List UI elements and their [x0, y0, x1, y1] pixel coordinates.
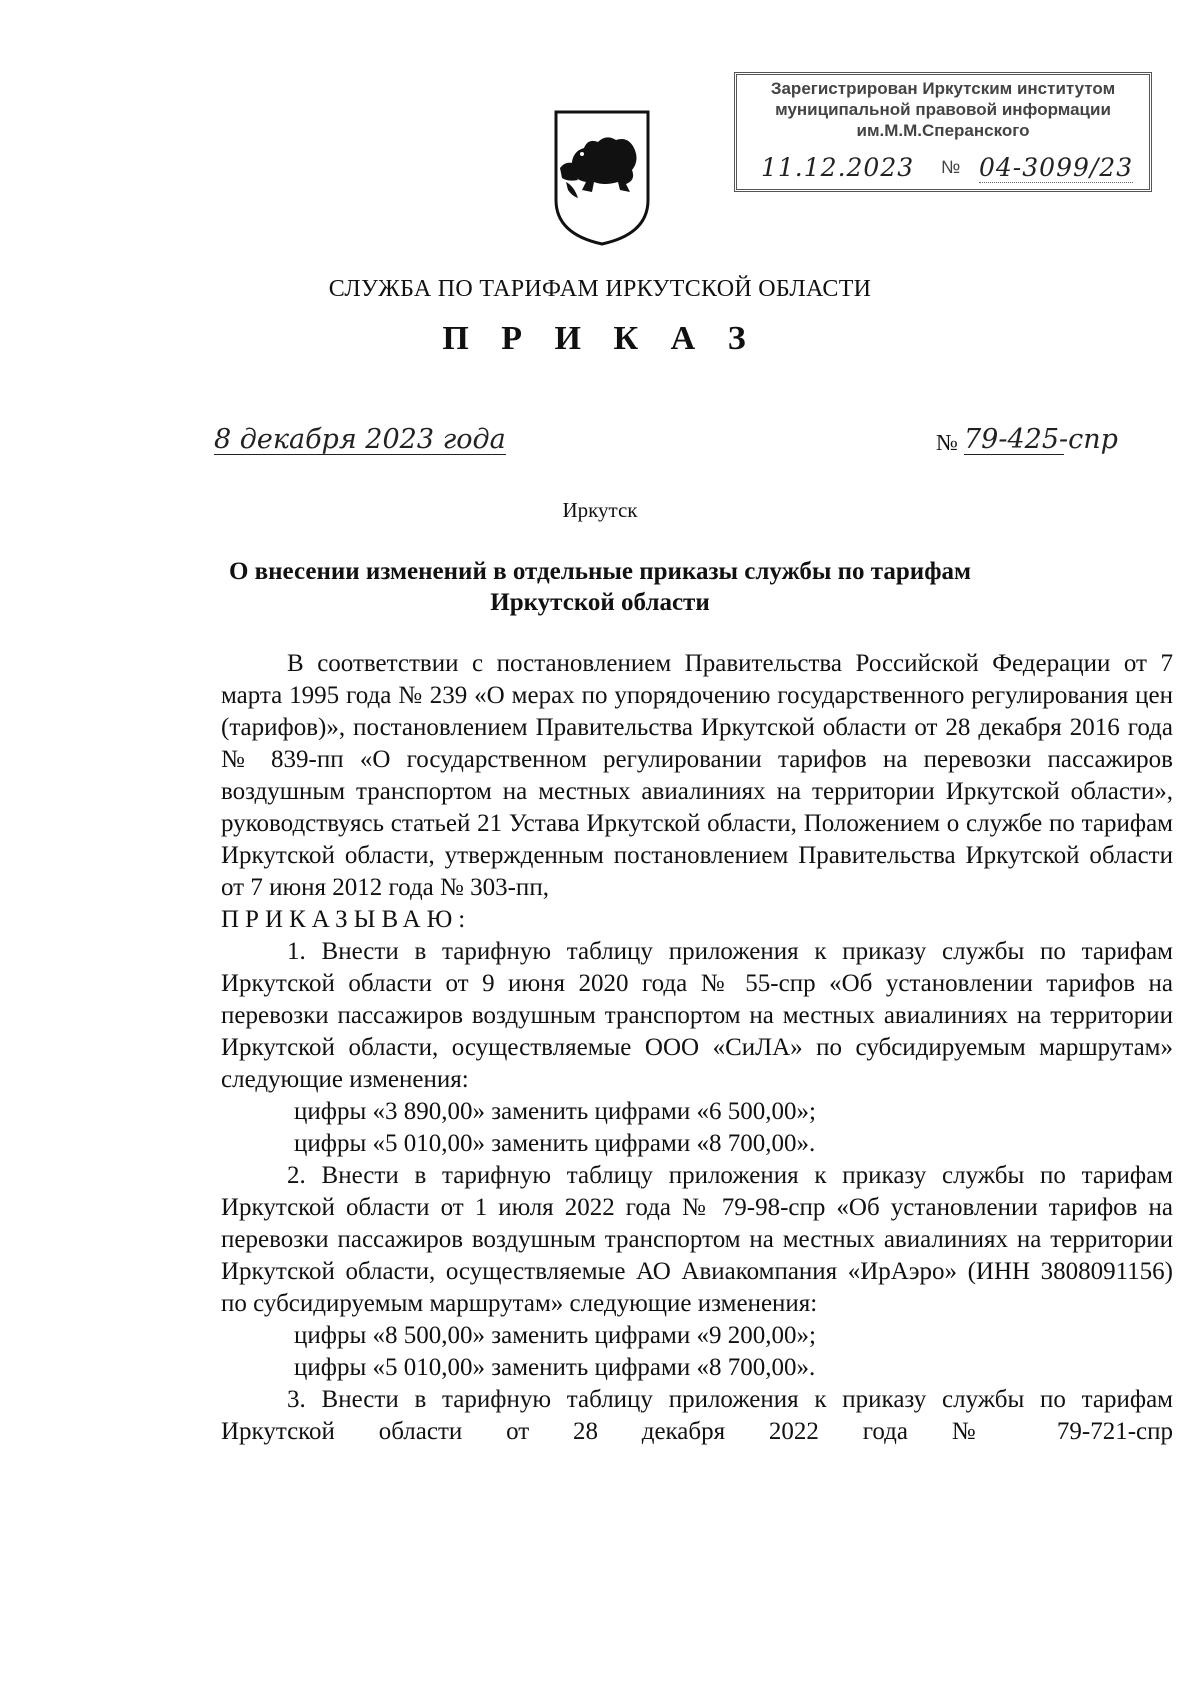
agency-name: СЛУЖБА ПО ТАРИФАМ ИРКУТСКОЙ ОБЛАСТИ — [328, 276, 872, 302]
preamble-paragraph: В соответствии с постановлением Правительства Российской Федерации от 7 марта 1995 года № 239 «О мерах по упорядочению государственного регулирования цен (тарифов)», постановлением Правительства Иркутской области от 28 декабря 2016 года № 839-пп «О государственном регулировании тарифов на перевозки пассажиров воздушным транспортом на местных авиалиниях на территории Иркутской области», руководствуясь статьей 21 Устава Иркутской области, Положением о службе по тарифам Иркутской области, утвержденным постановлением Правительства Иркутской области от 7 июня 2012 года № 303-пп, — [221, 650, 1173, 901]
title-line-2: Иркутской области — [490, 589, 710, 616]
item-1-change-1: цифры «3 890,00» заменить цифрами «6 500,00»; — [294, 1098, 816, 1125]
order-word: ПРИКАЗЫВАЮ: — [221, 906, 472, 933]
stamp-line-1: Зарегистрирован Иркутским институтом — [770, 79, 1116, 98]
item-2-change-1: цифры «8 500,00» заменить цифрами «9 200,00»; — [294, 1322, 816, 1349]
stamp-number-label: № — [941, 157, 961, 177]
title-line-1: О внесении изменений в отдельные приказы службы по тарифам — [228, 558, 972, 585]
number-underline — [964, 454, 1064, 455]
order-date-value: 8 декабря 2023 года — [214, 424, 506, 455]
stamp-line-2: муниципальной правовой информации — [775, 100, 1111, 119]
stamp-line-3: им.М.М.Сперанского — [856, 121, 1030, 140]
stamp-registration-number: 04-3099/23 — [979, 153, 1134, 182]
irkutsk-babr-coat-of-arms-icon — [552, 108, 652, 248]
order-number-label: № — [936, 430, 958, 455]
registration-stamp — [734, 72, 1152, 192]
handwritten-order-number — [964, 424, 1118, 455]
item-2-change-2: цифры «5 010,00» заменить цифрами «8 700,00». — [294, 1354, 816, 1381]
stamp-registration-row — [749, 153, 1137, 187]
item-3-paragraph: 3. Внести в тарифную таблицу приложения к приказу службы по тарифам Иркутской области от 28 декабря 2022 года № 79-721-спр — [221, 1386, 1173, 1445]
item-2-paragraph: 2. Внести в тарифную таблицу приложения к приказу службы по тарифам Иркутской области от 1 июля 2022 года № 79-98-спр «Об установлении тарифов на перевозки пассажиров воздушным транспортом на местных авиалиниях на территории Иркутской области, осуществляемые АО Авиакомпания «ИрАэро» (ИНН 3808091156) по субсидируемым маршрутам» следующие изменения: — [221, 1162, 1173, 1317]
issue-city: Иркутск — [562, 498, 638, 522]
stamp-registration-date: 11.12.2023 — [761, 153, 915, 182]
handwritten-order-date — [214, 424, 506, 455]
order-number-value: 79-425-спр — [964, 424, 1118, 455]
document-type-heading: П Р И К А З — [442, 320, 758, 357]
date-underline — [214, 454, 506, 455]
document-title — [0, 556, 1200, 618]
document-body — [221, 648, 1173, 1448]
item-1-paragraph: 1. Внести в тарифную таблицу приложения к приказу службы по тарифам Иркутской области от 9 июня 2020 года № 55-спр «Об установлении тарифов на перевозки пассажиров воздушным транспортом на местных авиалиниях на территории Иркутской области, осуществляемые ООО «СиЛА» по субсидируемым маршрутам» следующие изменения: — [221, 938, 1173, 1093]
item-1-change-2: цифры «5 010,00» заменить цифрами «8 700,00». — [294, 1130, 816, 1157]
